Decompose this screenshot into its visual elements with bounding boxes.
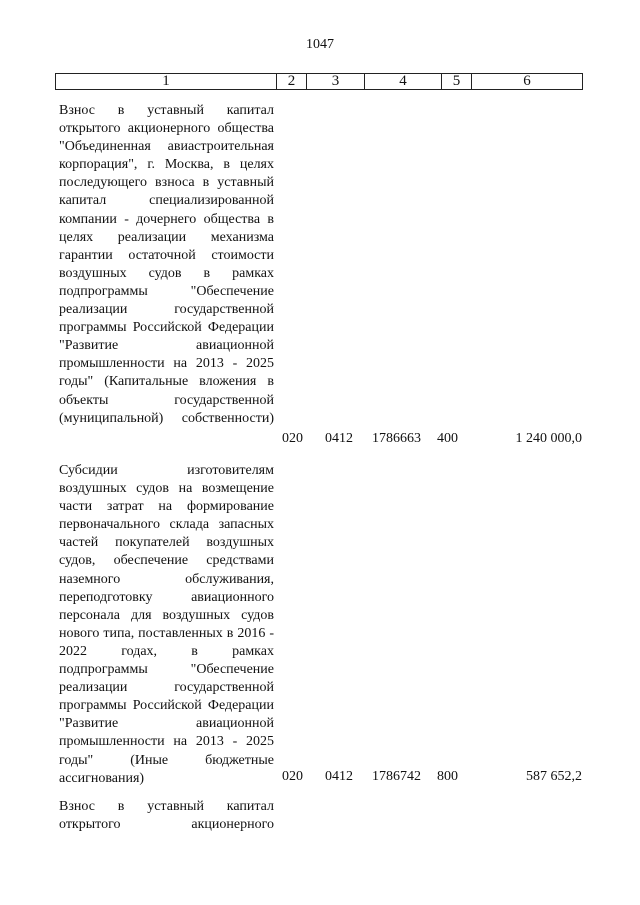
row-1-col-3: 0412	[325, 431, 353, 446]
row-1-description: Взнос в уставный капитал открытого акционерного общества "Объединенная авиастроительная корпорация", г. Москва, в целях последующего взноса в уставный капитал специализированной компании - дочернего общества в целях реализации механизма гарантии остаточной стоимости воздушных судов в рамках подпрограммы "Обеспечение реализации государственной программы Российской Федерации "Развитие авиационной промышленности на 2013 - 2025 годы" (Капитальные вложения в объекты государственной (муниципальной) собственности)	[59, 103, 274, 426]
row-2-col-4: 1786742	[372, 769, 421, 784]
page-number: 1047	[306, 37, 334, 52]
table-header	[55, 73, 583, 90]
header-col-3: 3	[307, 74, 365, 89]
row-2-col-5: 800	[437, 769, 458, 784]
row-1-col-5: 400	[437, 431, 458, 446]
row-1-col-4: 1786663	[372, 431, 421, 446]
header-col-6: 6	[523, 73, 531, 89]
row-3-description: Взнос в уставный капитал открытого акционерного	[59, 799, 274, 833]
row-1-col-6: 1 240 000,0	[515, 431, 582, 446]
header-col-2: 2	[277, 74, 307, 89]
row-2-description: Субсидии изготовителям воздушных судов на возмещение части затрат на формирование первоначального склада запасных частей покупателей воздушных судов, обеспечение средствами наземного обслуживания, переподготовку авиационного персонала для воздушных судов нового типа, поставленных в 2016 - 2022 годах, в рамках подпрограммы "Обеспечение реализации государственной программы Российской Федерации "Развитие авиационной промышленности на 2013 - 2025 годы" (Иные бюджетные ассигнования)	[59, 463, 274, 786]
header-col-1: 1	[56, 74, 277, 89]
row-2-col-2: 020	[282, 769, 303, 784]
row-2-col-3: 0412	[325, 769, 353, 784]
row-2-col-6: 587 652,2	[526, 769, 582, 784]
header-col-4: 4	[365, 74, 442, 89]
header-col-5: 5	[442, 74, 472, 89]
row-1-col-2: 020	[282, 431, 303, 446]
